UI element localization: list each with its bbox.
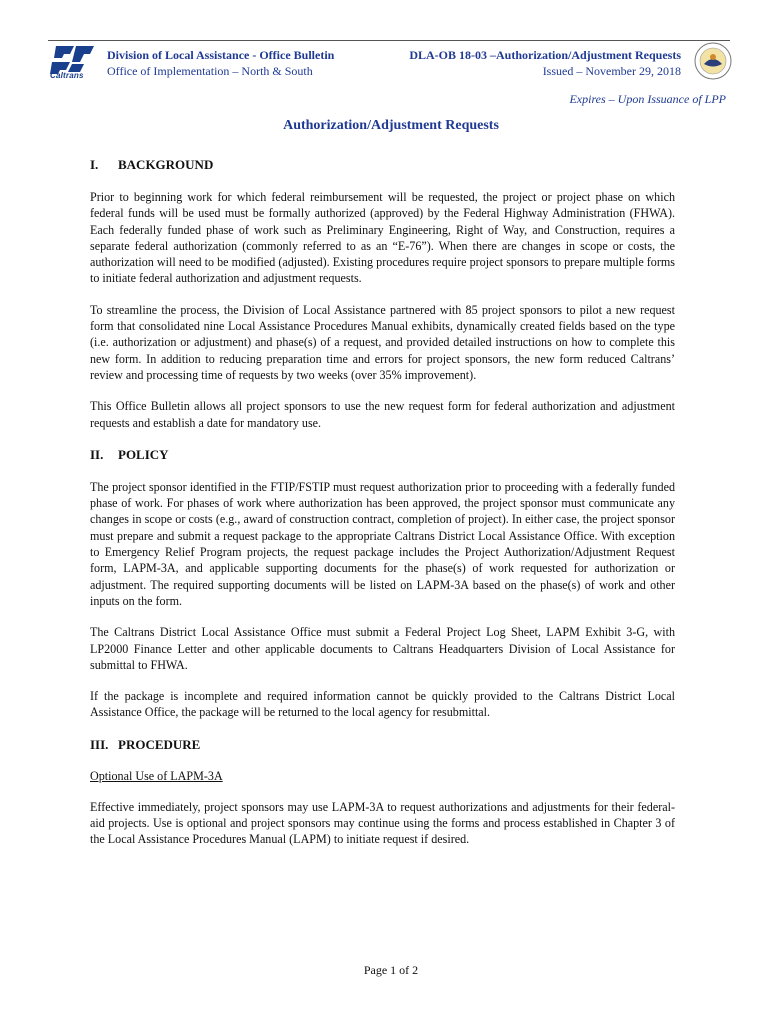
logo-text: Caltrans [50,71,84,80]
section-heading-procedure [90,736,675,754]
bulletin-number: DLA-OB 18-03 –Authorization/Adjustment Requests [409,48,681,62]
paragraph: This Office Bulletin allows all project sponsors to use the new request form for federal authorization and adjustment requests and establish a date for mandatory use. [90,399,675,430]
section-title: BACKGROUND [118,157,214,172]
bulletin-type: Division of Local Assistance - Office Bulletin [107,48,335,62]
section-heading-policy [90,446,675,464]
section-number: I. [90,157,99,172]
header-right [409,47,681,79]
section-heading-background [90,156,675,174]
office-name: Office of Implementation – North & South [107,64,313,78]
page-number: Page 1 of 2 [363,963,419,977]
header-rule [48,40,730,41]
issue-date: Issued – November 29, 2018 [542,64,681,78]
expiration-note: Expires – Upon Issuance of LPP [569,92,726,106]
paragraph: If the package is incomplete and required information cannot be quickly provided to the Caltrans District Local Assistance Office, the package will be returned to the local agency for resubmittal. [90,689,675,720]
document-body [90,156,675,848]
paragraph: Effective immediately, project sponsors may use LAPM-3A to request authorizations and adjustments for their federal-aid projects. Use is optional and project sponsors may continue using the forms and process established in Chapter 3 of the Local Assistance Procedures Manual (LAPM) to initiate request if desired. [90,799,675,847]
section-title: PROCEDURE [118,736,201,752]
section-title: POLICY [118,446,169,462]
paragraph: Prior to beginning work for which federal reimbursement will be requested, the project or project phase on which federal funds will be used must be formally authorized (approved) by the Federal Highway Administration (FHWA). Each federally funded phase of work such as Preliminary Engineering, Right of Way, and Construction, requires a separate federal authorization (commonly referred to as an “E-76”). When there are changes in scope or costs, the authorization will need to be modified (adjusted). Existing procedures require project sponsors to prepare multiple forms to initiate federal authorization and adjustment requests. [90,190,675,286]
paragraph: The Caltrans District Local Assistance Office must submit a Federal Project Log Sheet, LAPM Exhibit 3-G, with LP2000 Finance Letter and other applicable documents to Caltrans Headquarters Division of Local Assistance for submittal to FHWA. [90,625,675,672]
section-number: II. [90,446,104,462]
document-title: Authorization/Adjustment Requests [283,118,499,133]
section-number: III. [90,736,109,752]
seal-icon [694,42,732,80]
subheading: Optional Use of LAPM-3A [90,768,223,783]
paragraph: The project sponsor identified in the FTIP/FSTIP must request authorization prior to proceeding with a federally funded phase of work. For phases of work where authorization has been approved, the project sponsor must communicate any changes in scope or costs (e.g., award of construction contract, completion of project). In either case, the project sponsor must prepare and submit a request package to the appropriate Caltrans District Local Assistance Office. With exception to Emergency Relief Program projects, the request package includes the Project Authorization/Adjustment Request form, LAPM-3A, and applicable supporting documents for the phase(s) of work requested for authorization or adjustment. The required supporting documents will be listed on LAPM-3A based on the phase(s) of work and other inputs on the form. [90,479,675,608]
paragraph: To streamline the process, the Division of Local Assistance partnered with 85 project sponsors to pilot a new request form that consolidated nine Local Assistance Procedures Manual exhibits, dynamically created fields based on the type (i.e. authorization or adjustment) and phase(s) of a request, and provided detailed instructions on how to complete this new form. In addition to reducing preparation time and errors for project sponsors, the new form reduced Caltrans’ review and processing time of requests by two weeks (over 35% improvement). [90,302,675,382]
header-left [107,47,334,79]
